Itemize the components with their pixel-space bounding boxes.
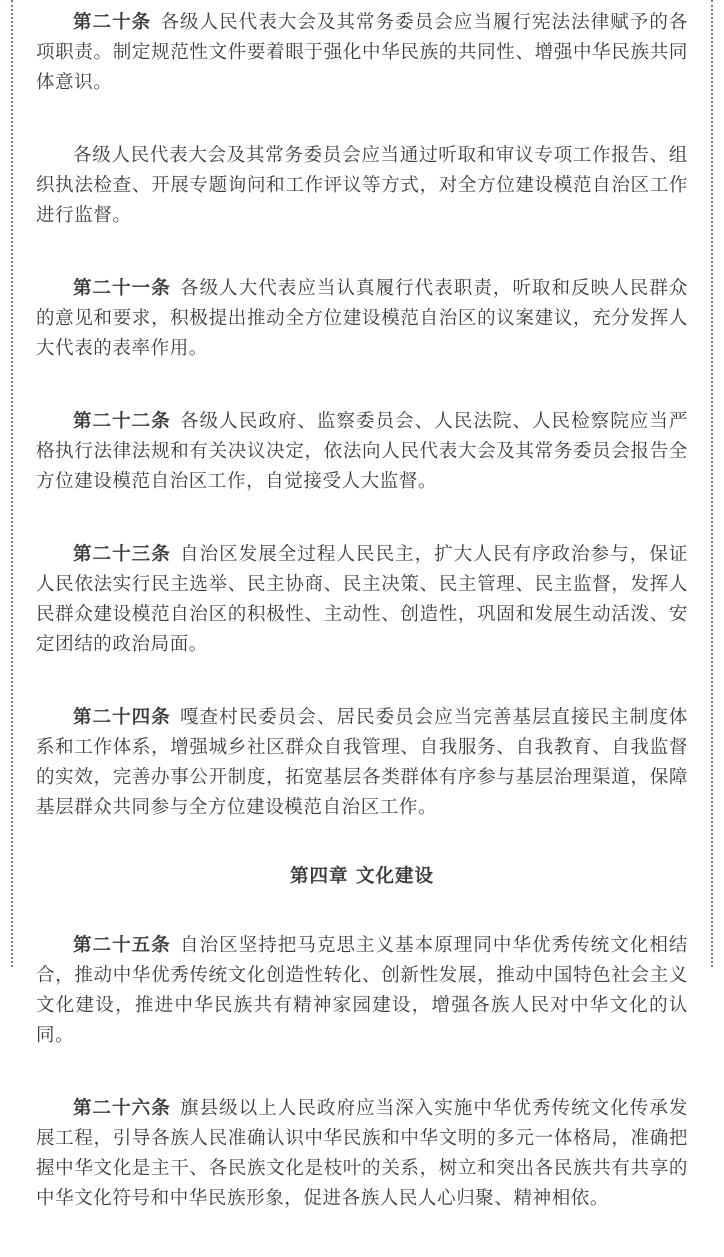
article-text: 各级人民政府、监察委员会、人民法院、人民检察院应当严格执行法律法规和有关决议决定，依法向人民代表大会及其常务委员会报告全方位建设模范自治区工作，自觉接受人大监督。	[36, 411, 688, 492]
article-label: 第二十三条	[73, 544, 171, 565]
article-label: 第二十五条	[73, 935, 171, 956]
article-text: 各级人民代表大会及其常务委员会应当履行宪法法律赋予的各项职责。制定规范性文件要着眼于强化中华民族的共同性、增强中华民族共同体意识。	[36, 12, 689, 93]
right-dotted-border	[711, 0, 713, 967]
article-23	[36, 540, 688, 660]
article-22	[36, 407, 688, 497]
article-21	[36, 274, 688, 364]
article-26	[36, 1094, 688, 1214]
article-20-para-2	[36, 141, 688, 231]
article-20	[36, 8, 688, 98]
article-label: 第二十一条	[73, 278, 171, 299]
article-text: 嘎查村民委员会、居民委员会应当完善基层直接民主制度体系和工作体系，增强城乡社区群众自我管理、自我服务、自我教育、自我监督的实效，完善办事公开制度，拓宽基层各类群体有序参与基层治理渠道，保障基层群众共同参与全方位建设模范自治区工作。	[36, 707, 688, 818]
article-label: 第二十条	[73, 12, 152, 33]
article-text: 自治区发展全过程人民民主，扩大人民有序政治参与，保证人民依法实行民主选举、民主协商、民主决策、民主管理、民主监督，发挥人民群众建设模范自治区的积极性、主动性、创造性，巩固和发展生动活泼、安定团结的政治局面。	[36, 544, 688, 655]
article-text: 旗县级以上人民政府应当深入实施中华优秀传统文化传承发展工程，引导各族人民准确认识中华民族和中华文明的多元一体格局，准确把握中华文化是主干、各民族文化是枝叶的关系，树立和突出各民族共有共享的中华文化符号和中华民族形象，促进各族人民人心归聚、精神相依。	[36, 1098, 688, 1209]
article-text: 自治区坚持把马克思主义基本原理同中华优秀传统文化相结合，推动中华优秀传统文化创造性转化、创新性发展，推动中国特色社会主义文化建设，推进中华民族共有精神家园建设，增强各族人民对中华文化的认同。	[36, 935, 688, 1046]
article-text: 各级人大代表应当认真履行代表职责，听取和反映人民群众的意见和要求，积极提出推动全方位建设模范自治区的议案建议，充分发挥人大代表的表率作用。	[36, 278, 688, 359]
article-label: 第二十二条	[73, 411, 171, 432]
article-24	[36, 703, 688, 823]
article-25	[36, 931, 688, 1051]
article-text: 各级人民代表大会及其常务委员会应当通过听取和审议专项工作报告、组织执法检查、开展专题询问和工作评议等方式，对全方位建设模范自治区工作进行监督。	[36, 145, 688, 226]
left-dotted-border	[11, 0, 13, 967]
article-label: 第二十四条	[73, 707, 171, 728]
article-label: 第二十六条	[73, 1098, 171, 1119]
article-content	[36, 8, 688, 1257]
chapter-title: 第四章 文化建设	[290, 866, 434, 887]
